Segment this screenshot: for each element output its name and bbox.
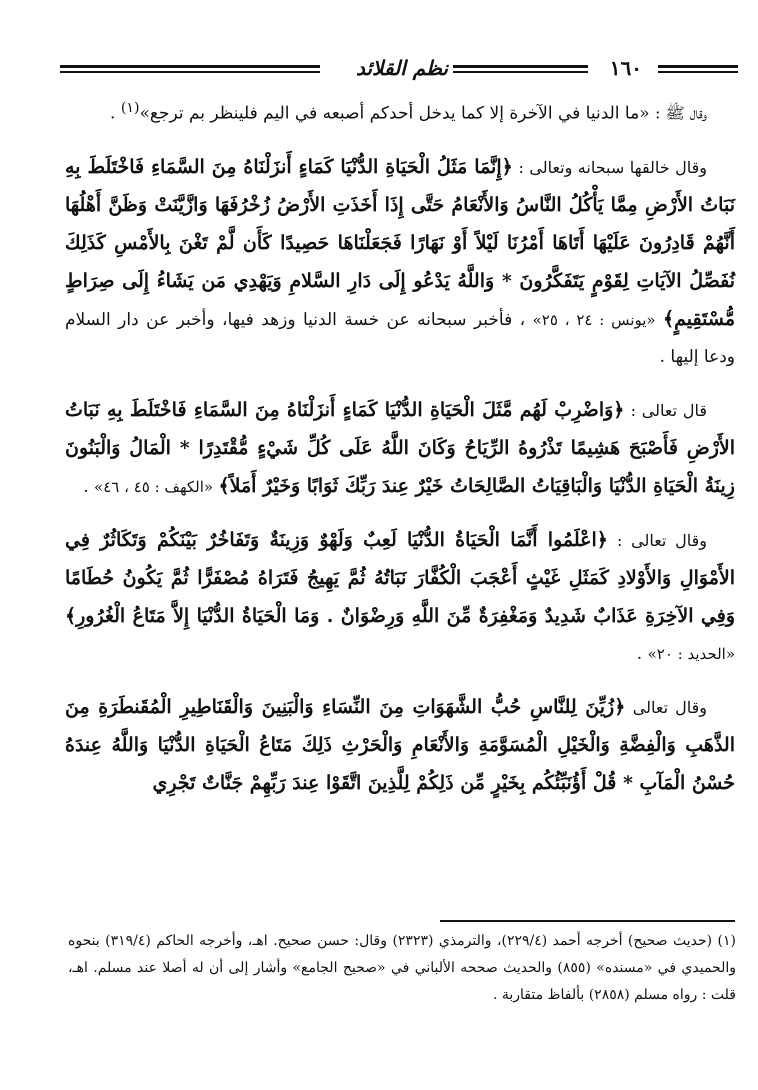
footnote-separator <box>440 920 735 922</box>
footnote-marker[interactable]: (١) <box>120 100 140 116</box>
verse-reference: «الكهف : ٤٥ ، ٤٦» <box>94 477 214 496</box>
paragraph-lead: وقال خالقها سبحانه وتعالى : <box>518 157 708 177</box>
quran-quote: ﴿إِنَّمَا مَثَلُ الْحَيَاةِ الدُّنْيَا كَمَاءٍ أَنزَلْنَاهُ مِنَ السَّمَاءِ فَاخْتَلَطَ بِهِ نَبَاتُ الأَرْضِ مِمَّا يَأْكُلُ النَّاسُ وَالأَنْعَامُ حَتَّى إِذَا أَخَذَتِ الأَرْضُ زُخْرُفَهَا وَازَّيَّنَتْ وَظَنَّ أَهْلُهَا أَنَّهُمْ قَادِرُونَ عَلَيْهَا أَتَاهَا أَمْرُنَا لَيْلاً أَوْ نَهَارًا فَجَعَلْنَاهَا حَصِيدًا كَأَن لَّمْ تَغْنَ بِالأَمْسِ كَذَلِكَ نُفَصِّلُ الآيَاتِ لِقَوْمٍ يَتَفَكَّرُونَ * وَاللَّهُ يَدْعُو إِلَى دَارِ السَّلامِ وَيَهْدِي مَن يَشَاءُ إِلَى صِرَاطٍ مُّسْتَقِيمٍ﴾ <box>65 155 735 330</box>
header-rule <box>453 71 588 73</box>
quran-quote: ﴿اعْلَمُوا أَنَّمَا الْحَيَاةُ الدُّنْيَا لَعِبٌ وَلَهْوٌ وَزِينَةٌ وَتَفَاخُرٌ بَيْنَكُمْ وَتَكَاثُرٌ فِي الأَمْوَالِ وَالأَوْلادِ كَمَثَلِ غَيْثٍ أَعْجَبَ الْكُفَّارَ نَبَاتُهُ ثُمَّ يَهِيجُ فَتَرَاهُ مُصْفَرًّا ثُمَّ يَكُونُ حُطَامًا وَفِي الآخِرَةِ عَذَابٌ شَدِيدٌ وَمَغْفِرَةٌ مِّنَ اللَّهِ وَرِضْوَانٌ . وَمَا الْحَيَاةُ الدُّنْيَا إِلاَّ مَتَاعُ الْغُرُورِ﴾ <box>65 528 735 627</box>
page-header <box>60 52 738 84</box>
paragraph-kahf <box>65 392 735 506</box>
paragraph-lead: وقال ﷺ : <box>655 103 707 123</box>
paragraph-hadith <box>65 90 735 133</box>
paragraph-yunus <box>65 149 735 376</box>
quran-quote: ﴿وَاضْرِبْ لَهُم مَّثَلَ الْحَيَاةِ الدُّنْيَا كَمَاءٍ أَنزَلْنَاهُ مِنَ السَّمَاءِ فَاخْتَلَطَ بِهِ نَبَاتُ الأَرْضِ فَأَصْبَحَ هَشِيمًا تَذْرُوهُ الرِّيَاحُ وَكَانَ اللَّهُ عَلَى كُلِّ شَيْءٍ مُّقْتَدِرًا * الْمَالُ وَالْبَنُونَ زِينَةُ الْحَيَاةِ الدُّنْيَا وَالْبَاقِيَاتُ الصَّالِحَاتُ خَيْرٌ عِندَ رَبِّكَ ثَوَابًا وَخَيْرٌ أَمَلاً﴾ <box>65 398 735 497</box>
verse-reference: «يونس : ٢٤ ، ٢٥» <box>532 310 656 329</box>
paragraph-imran <box>65 689 735 803</box>
quran-quote: ﴿زُيِّنَ لِلنَّاسِ حُبُّ الشَّهَوَاتِ مِنَ النِّسَاءِ وَالْبَنِينَ وَالْقَنَاطِيرِ الْمُقَنطَرَةِ مِنَ الذَّهَبِ وَالْفِضَّةِ وَالْخَيْلِ الْمُسَوَّمَةِ وَالأَنْعَامِ وَالْحَرْثِ ذَلِكَ مَتَاعُ الْحَيَاةِ الدُّنْيَا وَاللَّهُ عِندَهُ حُسْنُ الْمَآبِ * قُلْ أَؤُنَبِّئُكُم بِخَيْرٍ مِّن ذَلِكُمْ لِلَّذِينَ اتَّقَوْا عِندَ رَبِّهِمْ جَنَّاتٌ تَجْرِي <box>65 695 735 794</box>
header-rule <box>60 65 320 68</box>
paragraph-lead: وقال تعالى : <box>616 530 707 550</box>
paragraph-lead: قال تعالى : <box>630 400 708 420</box>
page-number: ١٦٠ <box>609 56 642 80</box>
paragraph-hadid <box>65 522 735 673</box>
paragraph-tail: ، فأخبر سبحانه عن خسة الدنيا وزهد فيها، وأخبر عن دار السلام ودعا إليها . <box>65 309 735 367</box>
header-rule <box>658 65 738 68</box>
header-rule <box>658 71 738 73</box>
main-text <box>65 90 735 819</box>
paragraph-tail: . <box>83 476 94 497</box>
paragraph-tail: . <box>636 643 648 664</box>
paragraph-tail: . <box>110 103 121 124</box>
paragraph-lead: وقال تعالى <box>632 697 707 717</box>
verse-reference: «الحديد : ٢٠» <box>647 644 735 663</box>
header-rule <box>453 65 588 68</box>
header-rule <box>60 71 320 73</box>
hadith-quote: «ما الدنيا في الآخرة إلا كما يدخل أحدكم أصبعه في اليم فلينظر بم ترجع» <box>139 103 650 124</box>
footnote: (١) (حديث صحيح) أخرجه أحمد (٢٢٩/٤)، والترمذي (٢٣٢٣) وقال: حسن صحيح. اهـ، وأخرجه الحاكم (٣١٩/٤) بنحوه والحميدي في «مسنده» (٨٥٥) والحديث صححه الألباني في «صحيح الجامع» وأشار إلى أن له أصلا عند مسلم. اهـ، قلت : رواه مسلم (٢٨٥٨) بألفاظ متقاربة . <box>68 933 736 1003</box>
running-title: نظم القلائد <box>355 56 448 80</box>
